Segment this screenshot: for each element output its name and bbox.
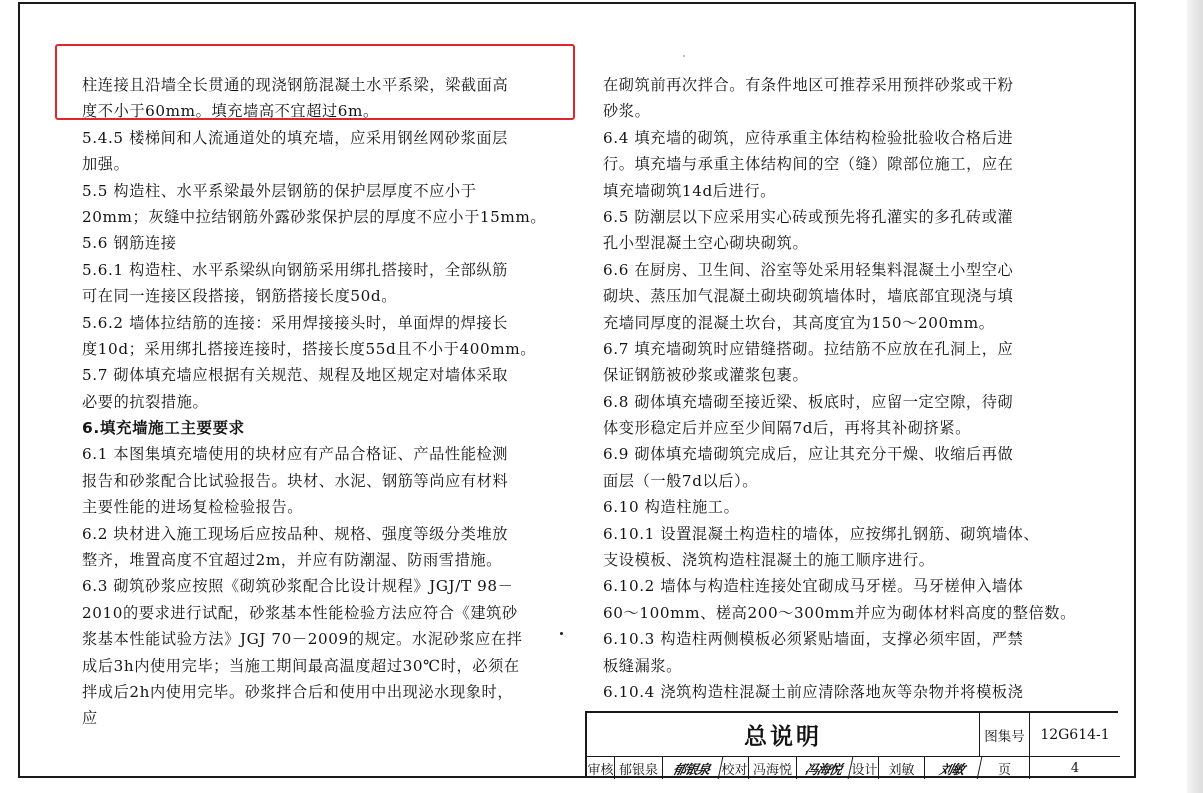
design-signature: 刘敏 [923,757,983,779]
text-line: 6.1 本图集填充墙使用的块材应有产品合格证、产品性能检测 [82,445,509,464]
text-line: 体变形稳定后并应至少间隔7d后，再将其补砌挤紧。 [603,419,971,438]
text-line: 可在同一连接区段搭接，钢筋搭接长度50d。 [82,287,398,306]
text-line: 5.4.5 楼梯间和人流通道处的填充墙，应采用钢丝网砂浆面层 [82,128,508,147]
text-line: 砌块、蒸压加气混凝土砌块砌筑墙体时，墙底部宜现浇与填 [603,287,1014,306]
signature-row [587,757,1120,779]
text-line: 保证钢筋被砂浆或灌浆包裹。 [603,366,809,385]
text-line: 行。填充墙与承重主体结构间的空（缝）隙部位施工，应在 [603,155,1014,174]
text-line: 支设模板、浇筑构造柱混凝土的施工顺序进行。 [603,551,935,570]
text-line: 6.6 在厨房、卫生间、浴室等处采用轻集料混凝土小型空心 [603,260,1014,279]
title-block [585,711,1118,777]
text-line: 60～100mm、槎高200～300mm并应为砌体材料高度的整倍数。 [603,603,1076,622]
stray-mark [683,55,685,57]
right-text-column [603,72,1076,705]
text-line: 度不小于60mm。填充墙高不宜超过6m。 [82,102,379,121]
text-line: 整齐，堆置高度不宜超过2m，并应有防潮湿、防雨雪措施。 [82,551,502,570]
text-line: 5.6.1 构造柱、水平系梁纵向钢筋采用绑扎搭接时，全部纵筋 [82,260,508,279]
text-line: 面层（一般7d以后）。 [603,471,759,490]
text-line: 6.8 砌体填充墙砌至接近梁、板底时，应留一定空隙，待砌 [603,392,1014,411]
text-line: 5.6.2 墙体拉结筋的连接：采用焊接接头时，单面焊的焊接长 [82,313,508,332]
text-line: 6.5 防潮层以下应采用实心砖或预先将孔灌实的多孔砖或灌 [603,207,1014,226]
check-name: 冯海悦 [749,757,797,779]
red-highlight-box [55,44,575,120]
section-heading: 6.填充墙施工主要要求 [82,419,245,438]
text-line: 孔小型混凝土空心砌块砌筑。 [603,234,809,253]
review-label: 审核 [587,757,615,779]
text-line: 6.10.2 墙体与构造柱连接处宜砌成马牙槎。马牙槎伸入墙体 [603,577,1024,596]
text-line: 6.10.4 浇筑构造柱混凝土前应清除落地灰等杂物并将模板浇 [603,682,1024,701]
check-signature: 冯海悦 [795,757,854,779]
atlas-number: 12G614-1 [1030,713,1120,757]
page-edge-shadow [1187,0,1203,793]
text-line: 加强。 [82,155,130,174]
text-line: 6.2 块材进入施工现场后应按品种、规格、强度等级分类堆放 [82,524,509,543]
text-line: 度10d；采用绑扎搭接连接时，搭接长度55d且不小于400mm。 [82,339,537,358]
text-line: 主要性能的进场复检检验报告。 [82,498,304,517]
text-line: 6.7 填充墙砌筑时应错缝搭砌。拉结筋不应放在孔洞上，应 [603,339,1014,358]
text-line: 填充墙砌筑14d后进行。 [603,181,776,200]
text-line: 6.4 填充墙的砌筑，应待承重主体结构检验批验收合格后进 [603,128,1014,147]
text-line: 必要的抗裂措施。 [82,392,209,411]
text-line: 在砌筑前再次拌合。有条件地区可推荐采用预拌砂浆或干粉 [603,76,1014,94]
text-line: 5.6 钢筋连接 [82,234,177,253]
left-text-column [82,72,572,732]
text-line: 6.3 砌筑砂浆应按照《砌筑砂浆配合比设计规程》JGJ/T 98－ [82,577,514,596]
text-line: 6.10.1 设置混凝土构造柱的墙体，应按绑扎钢筋、砌筑墙体、 [603,524,1040,543]
text-line: 柱连接且沿墙全长贯通的现浇钢筋混凝土水平系梁，梁截面高 [82,76,509,94]
design-label: 设计 [851,757,879,779]
text-line: 6.9 砌体填充墙砌筑完成后，应让其充分干燥、收缩后再做 [603,445,1014,464]
review-name: 郁银泉 [615,757,663,779]
drawing-title: 总说明 [587,713,980,757]
review-signature: 郁银泉 [661,757,724,779]
page-label: 页 [980,757,1030,779]
atlas-number-label: 图集号 [980,713,1030,757]
text-line: 拌成后2h内使用完毕。砂浆拌合后和使用中出现泌水现象时， [82,682,514,701]
check-label: 校对 [721,757,749,779]
text-line: 20mm；灰缝中拉结钢筋外露砂浆保护层的厚度不应小于15mm。 [82,207,547,226]
text-line: 应 [82,709,98,728]
text-line: 5.7 砌体填充墙应根据有关规范、规程及地区规定对墙体采取 [82,366,509,385]
text-line: 6.10.3 构造柱两侧模板必须紧贴墙面，支撑必须牢固，严禁 [603,630,1024,649]
text-line: 成后3h内使用完毕；当施工期间最高温度超过30℃时，必须在 [82,656,520,675]
text-line: 5.5 构造柱、水平系梁最外层钢筋的保护层厚度不应小于 [82,181,477,200]
design-name: 刘敏 [879,757,925,779]
text-line: 6.10 构造柱施工。 [603,498,740,517]
page-number: 4 [1070,760,1080,776]
text-line: 板缝漏浆。 [603,656,682,675]
text-line: 充墙同厚度的混凝土坎台，其高度宜为150～200mm。 [603,313,995,332]
text-line: 报告和砂浆配合比试验报告。块材、水泥、钢筋等尚应有材料 [82,471,509,490]
text-line: 浆基本性能试验方法》JGJ 70－2009的规定。水泥砂浆应在拌 [82,630,523,649]
stray-mark [560,632,563,635]
text-line: 2010的要求进行试配，砂浆基本性能检验方法应符合《建筑砂 [82,603,518,622]
text-line: 砂浆。 [603,102,651,121]
